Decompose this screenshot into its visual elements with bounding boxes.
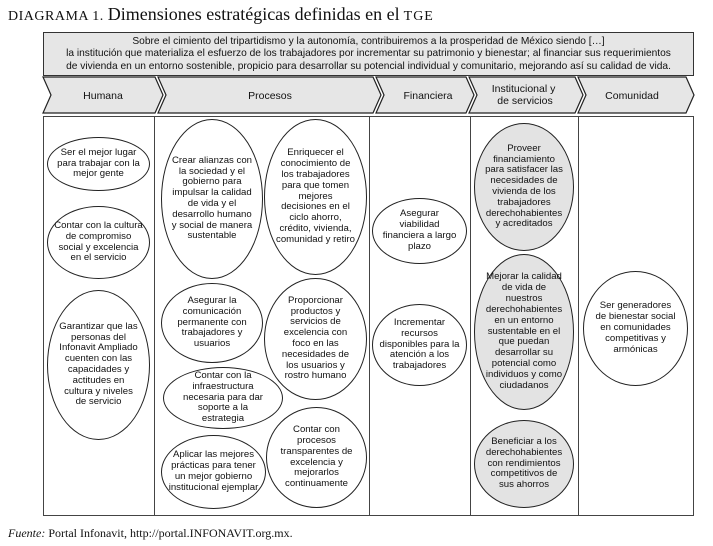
dimension-label-institucional-line1: Institucional y	[491, 83, 556, 95]
dimension-label-institucional	[492, 83, 559, 107]
objective-humana-1: Ser el mejor lugar para trabajar con la mejor gente	[47, 137, 150, 191]
objective-procesos-4: Proporcionar productos y servicios de excelencia con foco en las necesidades de los usuarios y rostro humano	[264, 278, 367, 400]
objective-humana-2: Contar con la cultura de compromiso social y excelencia en el servicio	[47, 206, 150, 279]
dimension-label-humana: Humana	[83, 90, 123, 102]
dimension-label-institucional-line2: de servicios	[497, 95, 553, 107]
objective-institucional-2: Mejorar la calidad de vida de nuestros derechohabientes en un entorno sustentable en el que puedan desarrollar su potencial como individuos y como ciudadanos	[474, 254, 574, 410]
objective-comunidad-1: Ser generadores de bienestar social en comunidades competitivas y armónicas	[583, 271, 688, 386]
column-divider	[154, 116, 155, 516]
objective-financiera-1: Asegurar viabilidad financiera a largo plazo	[372, 198, 467, 264]
diagram-heading: Dimensiones estratégicas definidas en el	[107, 4, 400, 24]
column-divider	[578, 116, 579, 516]
objective-procesos-7: Contar con procesos transparentes de excelencia y mejorarlos continuamente	[266, 407, 367, 508]
objective-procesos-3: Asegurar la comunicación permanente con trabajadores y usuarios	[161, 283, 263, 363]
objective-procesos-2: Enriquecer el conocimiento de los trabajadores para que tomen mejores decisiones en el ciclo ahorro, crédito, vivienda, comunidad y retiro	[264, 119, 367, 275]
diagram-label: DIAGRAMA 1.	[8, 9, 104, 24]
column-divider	[369, 116, 370, 516]
objective-institucional-1: Proveer financiamiento para satisfacer las necesidades de vivienda de los trabajadores derechohabientes y acreditados	[474, 123, 574, 251]
objective-financiera-2: Incrementar recursos disponibles para la atención a los trabajadores	[372, 304, 467, 386]
dimension-chevrons	[0, 0, 713, 116]
diagram-acronym: TGE	[403, 9, 434, 24]
objective-procesos-6: Aplicar las mejores prácticas para tener un mejor gobierno institucional ejemplar	[161, 435, 266, 509]
dimension-label-financiera: Financiera	[403, 90, 453, 102]
dimension-label-comunidad: Comunidad	[605, 90, 659, 102]
objective-humana-3: Garantizar que las personas del Infonavit Ampliado cuenten con las capacidades y actitudes en cultura y niveles de servicio	[47, 290, 150, 440]
mission-line: de vivienda en un entorno sostenible, propicio para desarrollar su potencial individual y comunitario, mejorando así su calidad de vida.	[66, 60, 671, 72]
mission-line: Sobre el cimiento del tripartidismo y la autonomía, contribuiremos a la prosperidad de México siendo […]	[132, 36, 605, 47]
objective-procesos-1: Crear alianzas con la sociedad y el gobierno para impulsar la calidad de vida y el desarrollo humano y social de manera sustentable	[161, 119, 263, 279]
source-label: Fuente:	[8, 526, 46, 540]
objective-institucional-3: Beneficiar a los derechohabientes con rendimientos competitivos de sus ahorros	[474, 420, 574, 508]
source-note	[8, 526, 293, 541]
source-url[interactable]: http://portal.INFONAVIT.org.mx.	[129, 526, 293, 540]
column-divider	[470, 116, 471, 516]
source-text: Portal Infonavit,	[48, 526, 127, 540]
dimension-label-procesos: Procesos	[248, 90, 292, 102]
objective-procesos-5: Contar con la infraestructura necesaria para dar soporte a la estrategia	[163, 367, 283, 429]
mission-line: la institución que materializa el esfuerzo de los trabajadores por incrementar su patrimonio y bienestar; al financiar sus requerimientos	[66, 48, 671, 60]
